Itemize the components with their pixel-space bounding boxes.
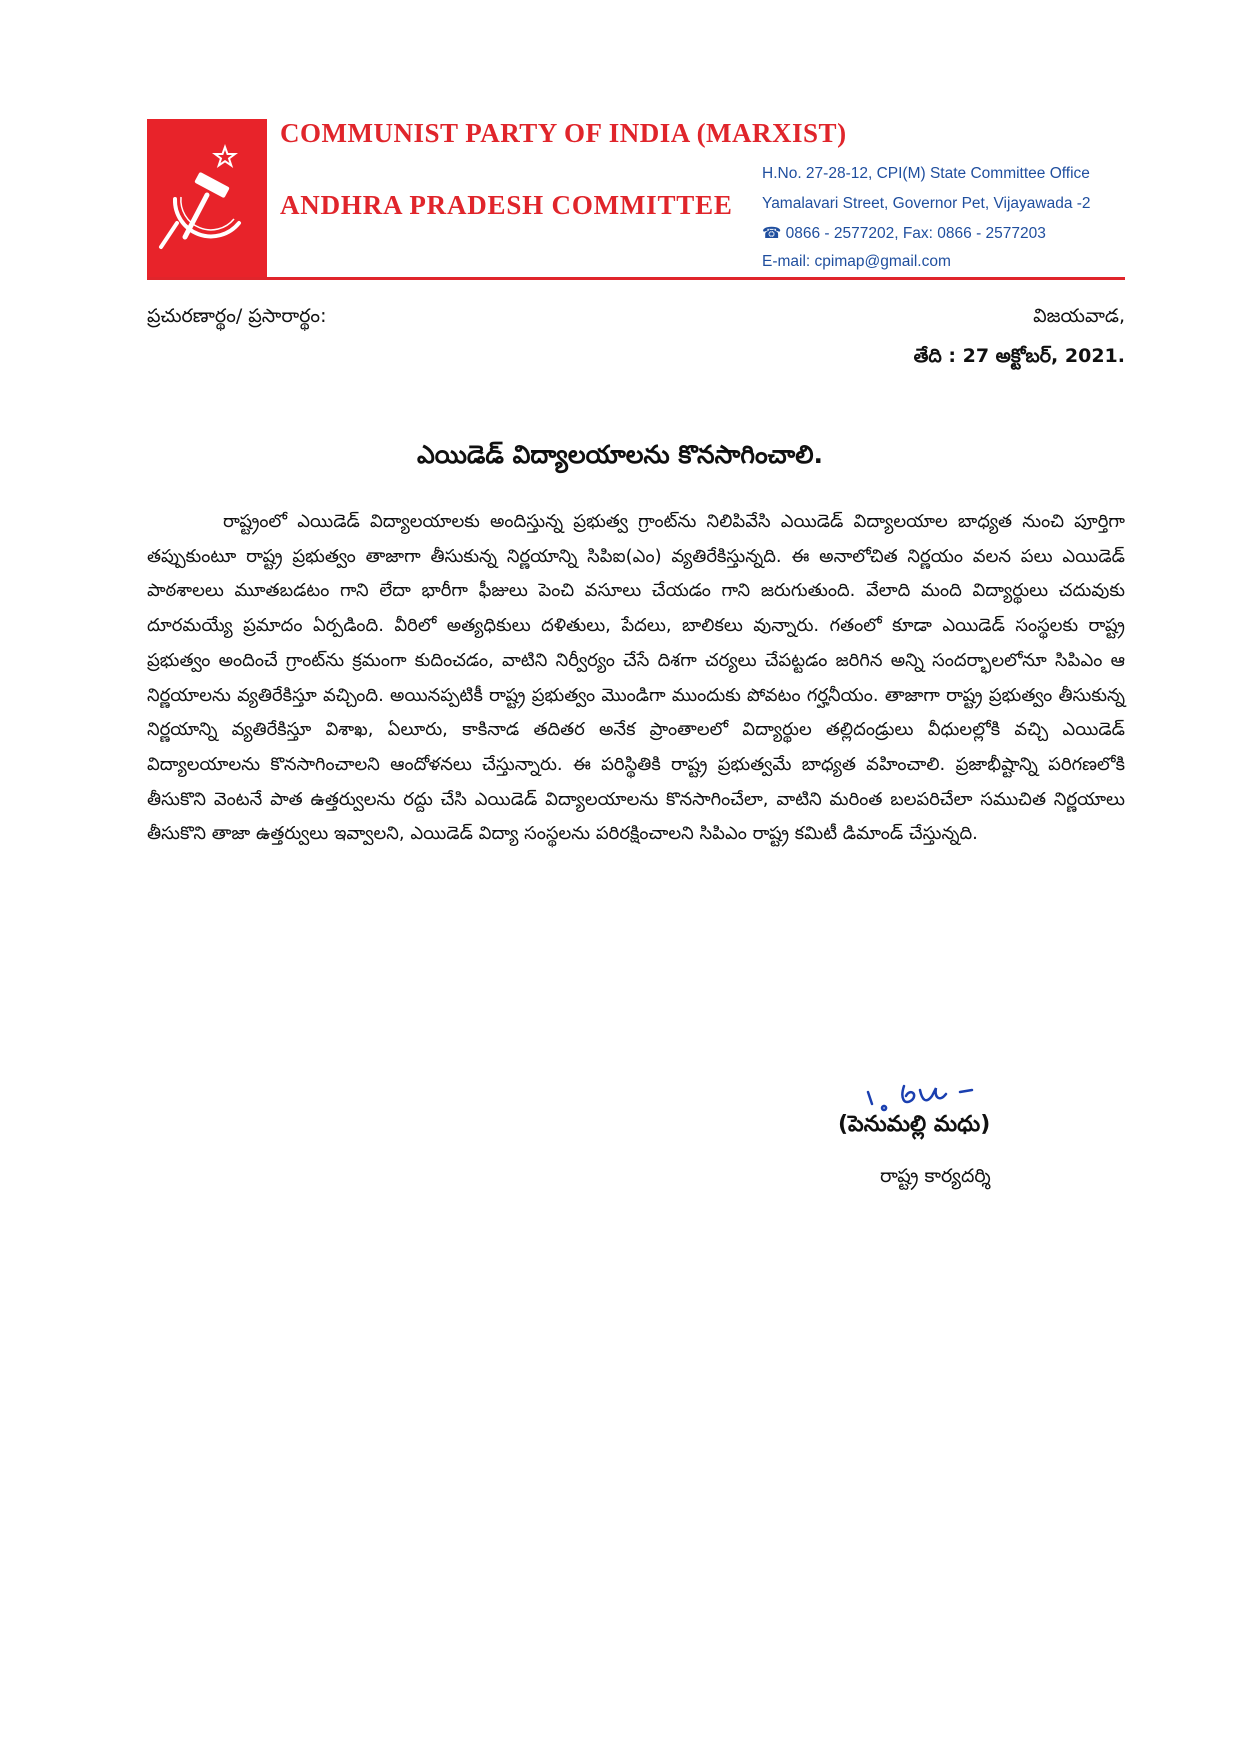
signatory-name: (పెనుమల్లి మధు) <box>838 1112 991 1137</box>
document-title: ఎయిడెడ్ విద్యాలయాలను కొనసాగించాలి. <box>416 440 824 469</box>
body-text: రాష్ట్రంలో ఎయిడెడ్ విద్యాలయాలకు అందిస్తున్న ప్రభుత్వ గ్రాంట్‌ను నిలిపివేసి ఎయిడెడ్ విద్యాలయాల బాధ్యత నుంచి పూర్తిగా తప్పుకుంటూ రాష్ట్ర ప్రభుత్వం తాజాగా తీసుకున్న నిర్ణయాన్ని సిపిఐ(ఎం) వ్యతిరేకిస్తున్నది. ఈ అనాలోచిత నిర్ణయం వలన పలు ఎయిడెడ్ పాఠశాలలు మూతబడటం గాని లేదా భారీగా ఫీజులు పెంచి వసూలు చేయడం గాని జరుగుతుంది. వేలాది మంది విద్యార్థులు చదువుకు దూరమయ్యే ప్రమాదం ఏర్పడింది. వీరిలో అత్యధికులు దళితులు, పేదలు, బాలికలు వున్నారు. గతంలో కూడా ఎయిడెడ్ సంస్థలకు రాష్ట్ర ప్రభుత్వం అందించే గ్రాంట్‌ను క్రమంగా కుదించడం, వాటిని నిర్వీర్యం చేసే దిశగా చర్యలు చేపట్టడం జరిగిన అన్ని సందర్భాలలోనూ సిపిఎం ఆ నిర్ణయాలను వ్యతిరేకిస్తూ వచ్చింది. అయినప్పటికీ రాష్ట్ర ప్రభుత్వం మొండిగా ముందుకు పోవటం గర్హనీయం. తాజాగా రాష్ట్ర ప్రభుత్వం తీసుకున్న నిర్ణయాన్ని వ్యతిరేకిస్తూ విశాఖ, ఏలూరు, కాకినాడ తదితర అనేక ప్రాంతాలలో విద్యార్థుల తల్లిదండ్రులు వీధులల్లోకి వచ్చి ఎయిడెడ్ విద్యాలయాలను కొనసాగించాలని ఆందోళనలు చేస్తున్నారు. ఈ పరిస్థితికి రాష్ట్ర ప్రభుత్వమే బాధ్యత వహించాలి. ప్రజాభీష్టాన్ని పరిగణలోకి తీసుకొని వెంటనే పాత ఉత్తర్వులను రద్దు చేసి ఎయిడెడ్ విద్యాలయాలను కొనసాగించేలా, వాటిని మరింత బలపరిచేలా సముచిత నిర్ణయాలు తీసుకొని తాజా ఉత్తర్వులు ఇవ్వాలని, ఎయిడెడ్ విద్యా సంస్థలను పరిరక్షించాలని సిపిఎం రాష్ట్ర కమిటీ డిమాండ్ చేస్తున్నది. <box>147 511 1125 845</box>
hammer-sickle-star-icon <box>147 119 267 277</box>
signatory-designation: రాష్ట్ర కార్యదర్శి <box>880 1165 991 1187</box>
date-label: తేది : 27 అక్టోబర్, 2021. <box>913 345 1125 367</box>
party-logo <box>147 119 267 277</box>
address-line-1: H.No. 27-28-12, CPI(M) State Committee Office <box>762 165 1090 182</box>
email-line: E-mail: cpimap@gmail.com <box>762 253 951 270</box>
address-line-2: Yamalavari Street, Governor Pet, Vijayawada -2 <box>762 195 1091 212</box>
committee-name: ANDHRA PRADESH COMMITTEE <box>280 190 733 220</box>
org-name: COMMUNIST PARTY OF INDIA (MARXIST) <box>280 118 847 148</box>
place-label: విజయవాడ, <box>1033 305 1125 327</box>
header-divider <box>147 277 1125 280</box>
body-paragraph <box>147 505 1125 852</box>
release-label: ప్రచురణార్థం/ ప్రసారార్థం: <box>147 305 327 327</box>
phone-fax-line: ☎ 0866 - 2577202, Fax: 0866 - 2577203 <box>762 225 1046 242</box>
